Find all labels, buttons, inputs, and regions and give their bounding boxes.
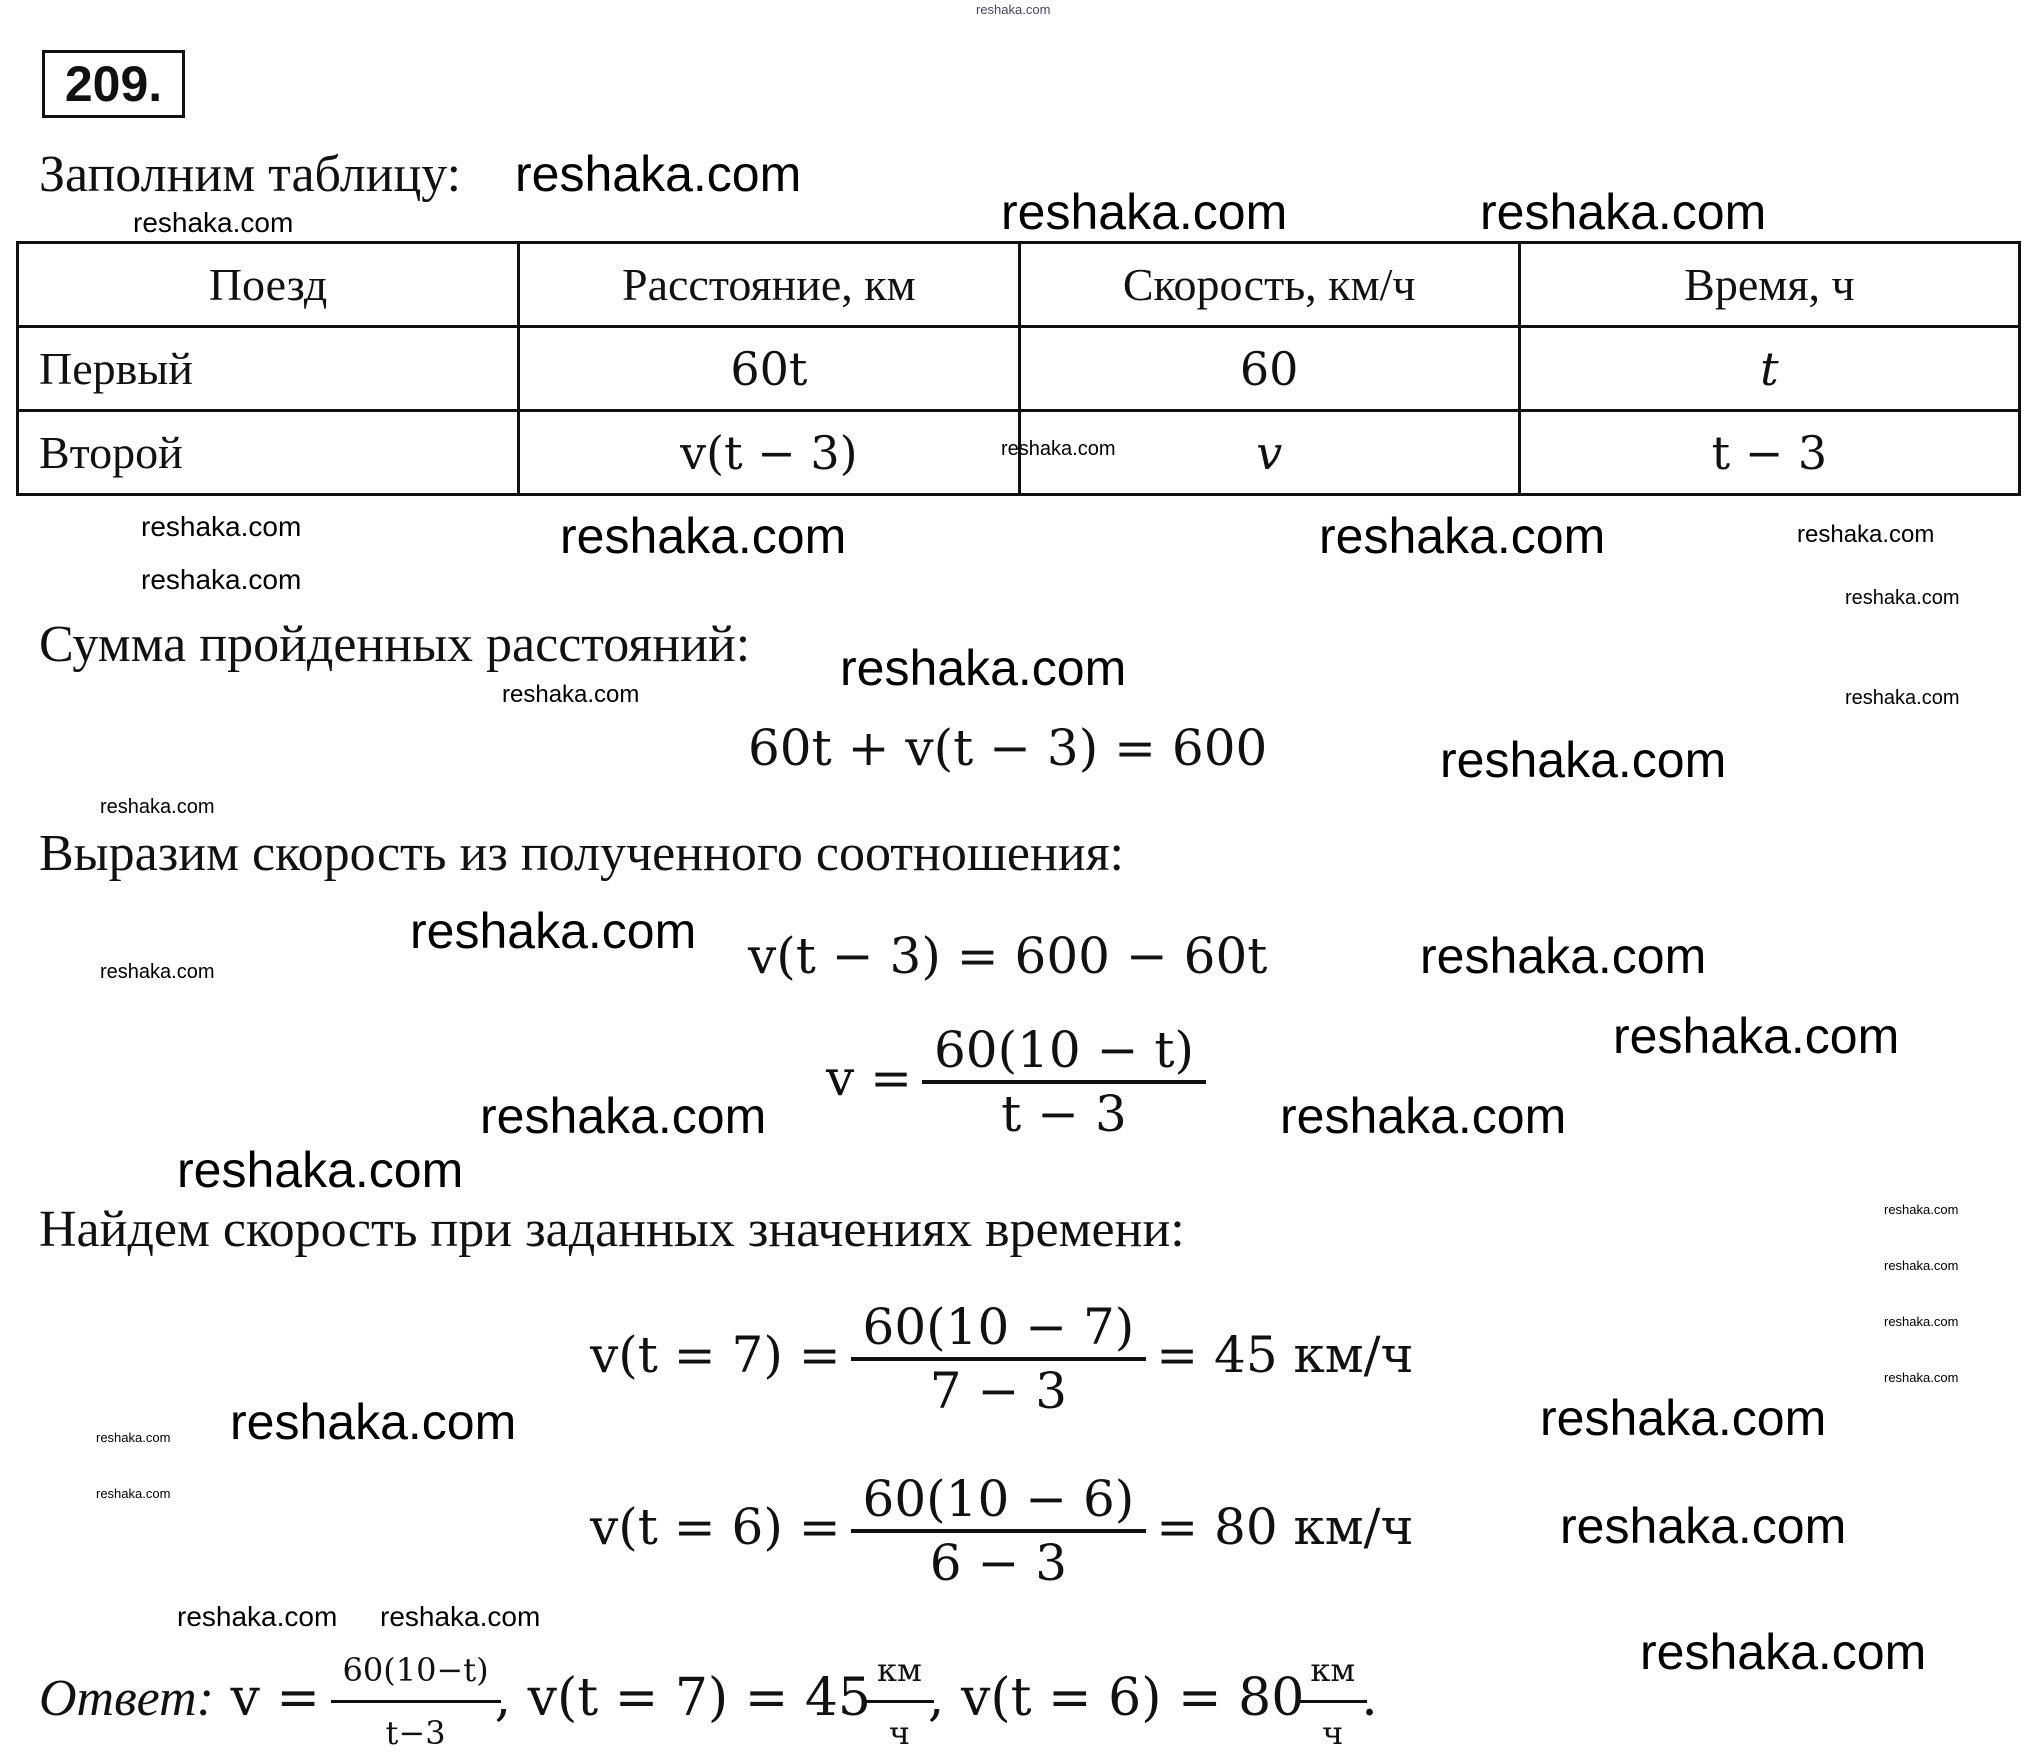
- sum-text: Сумма пройденных расстояний:: [39, 616, 751, 673]
- eq-rhs: = 80 км/ч: [1156, 1498, 1414, 1556]
- numerator: 60(10 − t): [933, 1021, 1194, 1079]
- answer-label: Ответ:: [39, 1670, 214, 1727]
- problem-number: 209.: [42, 50, 185, 118]
- watermark: reshaka.com: [560, 508, 847, 564]
- fraction: [857, 1297, 1141, 1421]
- table-cell: Первый: [18, 327, 519, 411]
- watermark: reshaka.com: [100, 961, 215, 983]
- watermark: reshaka.com: [1884, 1202, 1959, 1217]
- watermark: reshaka.com: [177, 1142, 464, 1198]
- table-cell: v(t − 3): [519, 411, 1019, 495]
- watermark: reshaka.com: [1001, 438, 1116, 460]
- header-cell: Время, ч: [1519, 243, 2019, 327]
- numerator: 60(10 − 7): [862, 1298, 1135, 1356]
- watermark: reshaka.com: [1280, 1088, 1567, 1144]
- equation-v-formula: [826, 1020, 1200, 1144]
- unit-num: км: [1310, 1651, 1356, 1689]
- watermark: reshaka.com: [1884, 1314, 1959, 1329]
- table-cell: 60t: [519, 327, 1019, 411]
- eq-rhs: = 45 км/ч: [1156, 1326, 1414, 1384]
- watermark: reshaka.com: [96, 1486, 171, 1501]
- watermark: reshaka.com: [840, 640, 1127, 696]
- watermark: reshaka.com: [1560, 1498, 1847, 1554]
- watermark: reshaka.com: [1420, 928, 1707, 984]
- watermark: reshaka.com: [1640, 1624, 1927, 1680]
- header-cell: Скорость, км/ч: [1019, 243, 1519, 327]
- eq-lhs: v =: [826, 1049, 913, 1107]
- unit-fraction: [871, 1640, 928, 1763]
- table-cell: Второй: [18, 411, 519, 495]
- watermark: reshaka.com: [141, 511, 302, 542]
- intro-text: Заполним таблицу:: [39, 146, 462, 203]
- equation-t7: [590, 1297, 1414, 1421]
- watermark: reshaka.com: [1884, 1370, 1959, 1385]
- table-cell: t − 3: [1519, 411, 2019, 495]
- watermark: reshaka.com: [1884, 1258, 1959, 1273]
- equation-sum: 60t + v(t − 3) = 600: [748, 719, 1268, 777]
- eq-lhs: v(t = 7) =: [590, 1326, 841, 1384]
- denominator: t − 3: [922, 1080, 1206, 1144]
- unit-num: км: [877, 1651, 922, 1689]
- equation-t6: [590, 1469, 1414, 1593]
- numerator: 60(10−t): [342, 1651, 489, 1689]
- watermark: reshaka.com: [480, 1088, 767, 1144]
- table-row: [18, 327, 2020, 411]
- watermark: reshaka.com: [1540, 1390, 1827, 1446]
- watermark: reshaka.com: [515, 146, 802, 202]
- watermark: reshaka.com: [1845, 687, 1960, 709]
- fraction: [857, 1469, 1141, 1593]
- watermark: reshaka.com: [410, 903, 697, 959]
- watermark: reshaka.com: [976, 2, 1051, 17]
- unit-den: ч: [865, 1700, 934, 1763]
- table-cell: v: [1019, 411, 1519, 495]
- watermark: reshaka.com: [141, 564, 302, 595]
- express-text: Выразим скорость из полученного соотношения:: [39, 825, 1124, 882]
- unit-den: ч: [1298, 1700, 1367, 1763]
- watermark: reshaka.com: [230, 1394, 517, 1450]
- watermark: reshaka.com: [1440, 732, 1727, 788]
- watermark: reshaka.com: [133, 207, 294, 238]
- watermark: reshaka.com: [380, 1601, 541, 1632]
- table-cell: 60: [1019, 327, 1519, 411]
- watermark: reshaka.com: [1797, 521, 1935, 548]
- eq-lhs: v(t = 6) =: [590, 1498, 841, 1556]
- answer-t6: , v(t = 6) = 80: [927, 1668, 1305, 1728]
- answer-v: v =: [230, 1668, 320, 1728]
- denominator: 6 − 3: [851, 1529, 1147, 1593]
- table-cell: t: [1519, 327, 2019, 411]
- watermark: reshaka.com: [502, 681, 640, 708]
- unit-fraction: [1304, 1640, 1361, 1763]
- header-cell: Поезд: [18, 243, 519, 327]
- watermark: reshaka.com: [96, 1430, 171, 1445]
- watermark: reshaka.com: [1480, 184, 1767, 240]
- watermark: reshaka.com: [100, 796, 215, 818]
- watermark: reshaka.com: [1001, 184, 1288, 240]
- header-cell: Расстояние, км: [519, 243, 1019, 327]
- find-text: Найдем скорость при заданных значениях времени:: [39, 1201, 1185, 1258]
- table-header-row: [18, 243, 2020, 327]
- fraction: [928, 1020, 1200, 1144]
- numerator: 60(10 − 6): [862, 1470, 1135, 1528]
- answer-end: .: [1361, 1668, 1378, 1728]
- watermark: reshaka.com: [1845, 587, 1960, 609]
- watermark: reshaka.com: [1613, 1008, 1900, 1064]
- denominator: 7 − 3: [851, 1357, 1147, 1421]
- watermark: reshaka.com: [177, 1601, 338, 1632]
- equation-rearranged: v(t − 3) = 600 − 60t: [748, 927, 1268, 985]
- denominator: t−3: [331, 1700, 501, 1763]
- answer-t7: , v(t = 7) = 45: [494, 1668, 871, 1728]
- answer-fraction: [337, 1640, 495, 1763]
- watermark: reshaka.com: [1319, 508, 1606, 564]
- answer-line: [39, 1640, 1378, 1763]
